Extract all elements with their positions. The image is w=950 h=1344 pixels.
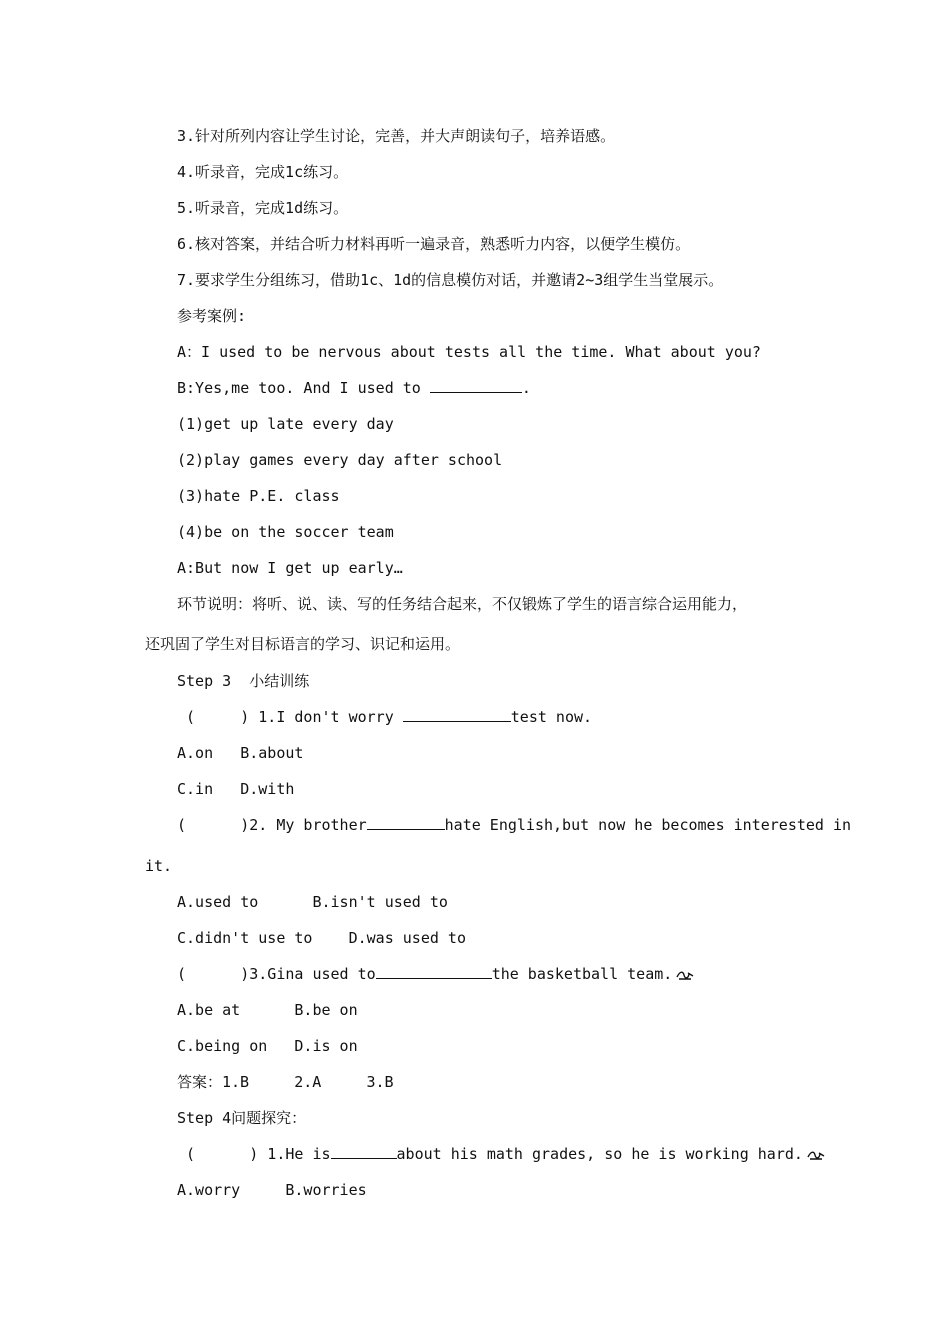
dialog-line-a2: A:But now I get up early…	[177, 559, 403, 577]
question-3-options-ab: A.be at B.be on	[177, 1001, 358, 1019]
procedure-step-4: 4.听录音，完成1c练习。	[177, 163, 349, 181]
answer-key: 答案：1.B 2.A 3.B	[177, 1073, 394, 1091]
procedure-step-5: 5.听录音，完成1d练习。	[177, 199, 349, 217]
answer-blank	[367, 815, 445, 830]
dialog-line-b: B:Yes,me too. And I used to .	[177, 379, 531, 397]
procedure-step-7: 7.要求学生分组练习，借助1c、1d的信息模仿对话，并邀请2~3组学生当堂展示。	[177, 271, 724, 289]
pen-scribble-icon	[676, 969, 694, 981]
reference-example-heading: 参考案例:	[177, 307, 247, 325]
section-note: 环节说明：将听、说、读、写的任务结合起来，不仅锻炼了学生的语言综合运用能力，	[177, 595, 748, 613]
question-2-options-ab: A.used to B.isn't used to	[177, 893, 448, 911]
procedure-step-6: 6.核对答案，并结合听力材料再听一遍录音，熟悉听力内容，以便学生模仿。	[177, 235, 691, 253]
procedure-step-3: 3.针对所列内容让学生讨论，完善，并大声朗读句子，培养语感。	[177, 127, 616, 145]
answer-blank	[430, 378, 522, 393]
option-2: (2)play games every day after school	[177, 451, 503, 469]
answer-blank	[376, 964, 492, 979]
question-3-options-cd: C.being on D.is on	[177, 1037, 358, 1055]
dialog-line-a: A：I used to be nervous about tests all the time. What about you?	[177, 343, 761, 361]
question-4-options-ab: A.worry B.worries	[177, 1181, 367, 1199]
question-1-options-ab: A.on B.about	[177, 744, 304, 762]
question-3: ( )3.Gina used to the basketball team.	[177, 964, 694, 984]
question-2: ( )2. My brother hate English,but now he becomes interested in	[177, 816, 852, 834]
answer-blank	[403, 707, 511, 722]
step-3-heading: Step 3 小结训练	[177, 672, 310, 690]
step-4-heading: Step 4问题探究：	[177, 1109, 307, 1127]
option-1: (1)get up late every day	[177, 415, 394, 433]
option-3: (3)hate P.E. class	[177, 487, 340, 505]
question-4: ( ) 1.He is about his math grades, so he is working hard.	[177, 1144, 825, 1164]
question-1: ( ) 1.I don't worry test now.	[177, 708, 593, 726]
section-note-cont: 还巩固了学生对目标语言的学习、识记和运用。	[145, 635, 461, 653]
option-4: (4)be on the soccer team	[177, 523, 394, 541]
question-2-cont: it.	[145, 857, 173, 875]
question-1-options-cd: C.in D.with	[177, 780, 295, 798]
pen-scribble-icon	[807, 1149, 825, 1161]
question-2-options-cd: C.didn't use to D.was used to	[177, 929, 466, 947]
answer-blank	[331, 1144, 397, 1159]
